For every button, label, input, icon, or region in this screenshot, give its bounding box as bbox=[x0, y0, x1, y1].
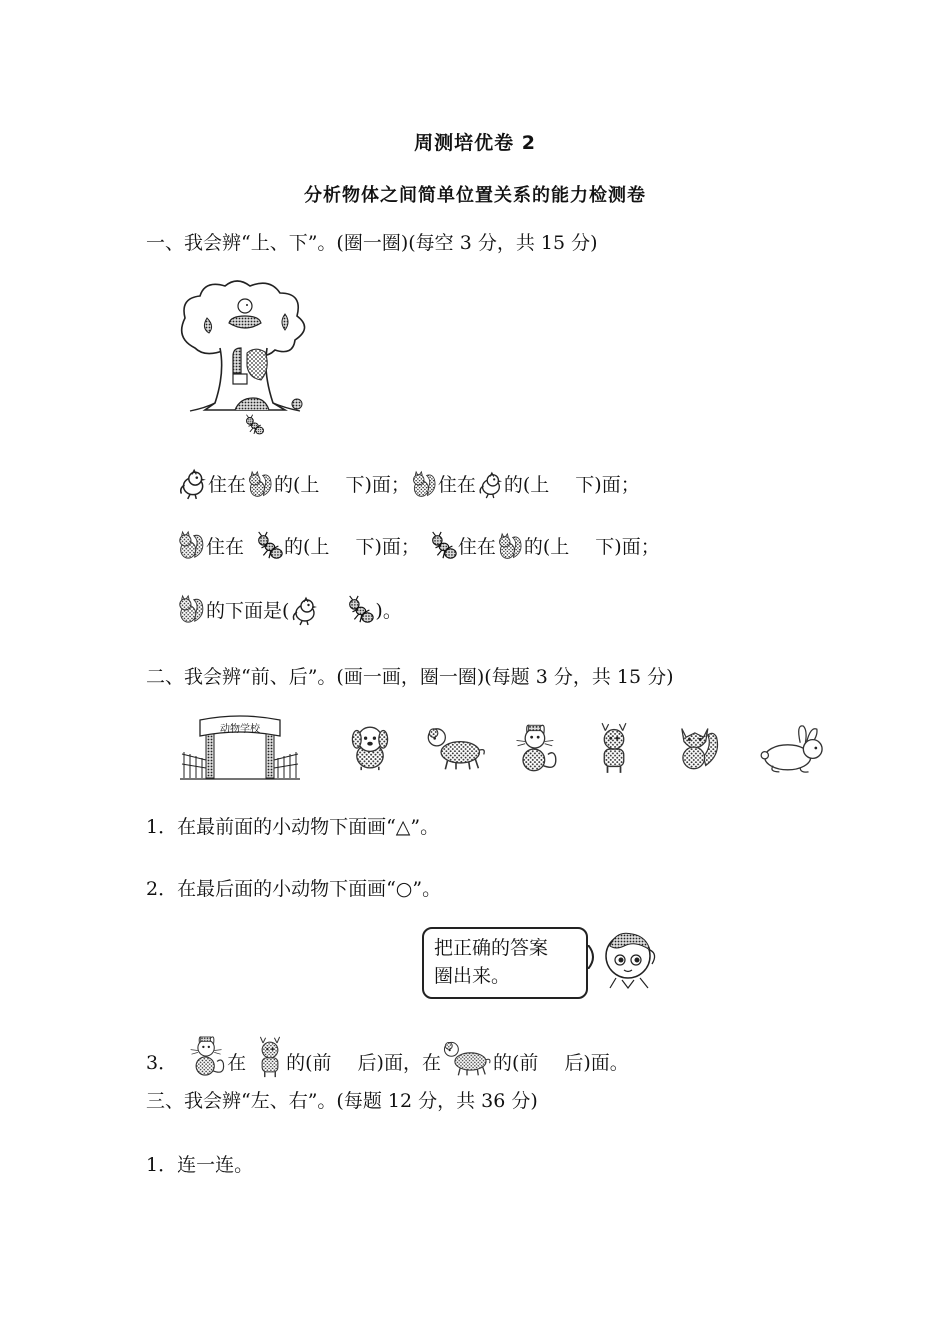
section-2-q3-text2: 的(前 bbox=[286, 1052, 332, 1074]
section-2-q3-text3: 后)面，在 bbox=[357, 1052, 441, 1074]
section-2-heading: 二、我会辨“前、后”。(画一画，圈一圈)(每题 3 分，共 15 分) bbox=[146, 666, 674, 688]
ant-icon bbox=[428, 530, 458, 562]
q2a-text2: 的(上 bbox=[284, 536, 330, 558]
q1a-text1: 住在 bbox=[208, 474, 247, 496]
sheep-icon bbox=[441, 1038, 493, 1078]
bubble-line-1: 把正确的答案 bbox=[434, 937, 549, 959]
q1b-text3: 下)面； bbox=[575, 474, 640, 496]
speech-bubble bbox=[422, 927, 588, 999]
section-3-q1: 1．连一连。 bbox=[146, 1154, 254, 1176]
q2b-text3: 下)面； bbox=[595, 536, 660, 558]
cat-icon bbox=[512, 722, 560, 774]
tree-illustration bbox=[175, 278, 315, 438]
squirrel-icon bbox=[410, 470, 438, 500]
cartoon-boy-icon bbox=[596, 928, 662, 994]
q1b-text2: 的(上 bbox=[503, 474, 550, 496]
bird-icon bbox=[476, 470, 504, 500]
section-1-heading: 一、我会辨“上、下”。(圈一圈)(每空 3 分，共 15 分) bbox=[146, 232, 598, 254]
section-2-q3-num: 3． bbox=[146, 1052, 178, 1074]
squirrel-icon bbox=[176, 594, 206, 626]
q2b-text1: 住在 bbox=[457, 536, 496, 558]
school-gate-illustration bbox=[180, 714, 300, 784]
fox-icon bbox=[672, 722, 722, 772]
page-subtitle: 分析物体之间简单位置关系的能力检测卷 bbox=[304, 185, 646, 206]
section-2-q1: 1．在最前面的小动物下面画“△”。 bbox=[146, 816, 440, 838]
gate-sign-text: 动物学校 bbox=[220, 724, 260, 735]
q1a-text3: 下)面； bbox=[345, 474, 410, 496]
cat-icon bbox=[187, 1034, 227, 1078]
q3-text1: 的下面是( bbox=[206, 600, 290, 622]
q2a-text3: 下)面； bbox=[355, 536, 420, 558]
section-2-q3-text5: 后)面。 bbox=[564, 1052, 629, 1074]
section-2-q2: 2．在最后面的小动物下面画“○”。 bbox=[146, 878, 442, 900]
q1b-text1: 住在 bbox=[437, 474, 476, 496]
ant-icon bbox=[345, 594, 375, 626]
bubble-line-2: 圈出来。 bbox=[434, 965, 511, 987]
rabbit-icon bbox=[758, 724, 832, 774]
page-title: 周测培优卷 2 bbox=[414, 132, 536, 154]
ant-icon bbox=[254, 530, 284, 562]
q1a-text2: 的(上 bbox=[274, 474, 320, 496]
section-3-heading: 三、我会辨“左、右”。(每题 12 分，共 36 分) bbox=[146, 1090, 538, 1112]
bird-icon bbox=[176, 468, 208, 500]
squirrel-icon bbox=[496, 532, 524, 562]
section-2-q3-text1: 在 bbox=[227, 1052, 247, 1074]
deer-icon bbox=[254, 1036, 286, 1078]
section-2-q3-text4: 的(前 bbox=[492, 1052, 539, 1074]
q2b-text2: 的(上 bbox=[523, 536, 570, 558]
bird-icon bbox=[289, 596, 319, 626]
q3-text2: )。 bbox=[375, 600, 402, 622]
sheep-icon bbox=[424, 724, 488, 772]
squirrel-icon bbox=[246, 470, 274, 500]
dog-icon bbox=[348, 722, 392, 772]
q2a-text1: 住在 bbox=[206, 536, 245, 558]
deer-icon bbox=[594, 722, 634, 774]
squirrel-icon bbox=[176, 530, 206, 562]
